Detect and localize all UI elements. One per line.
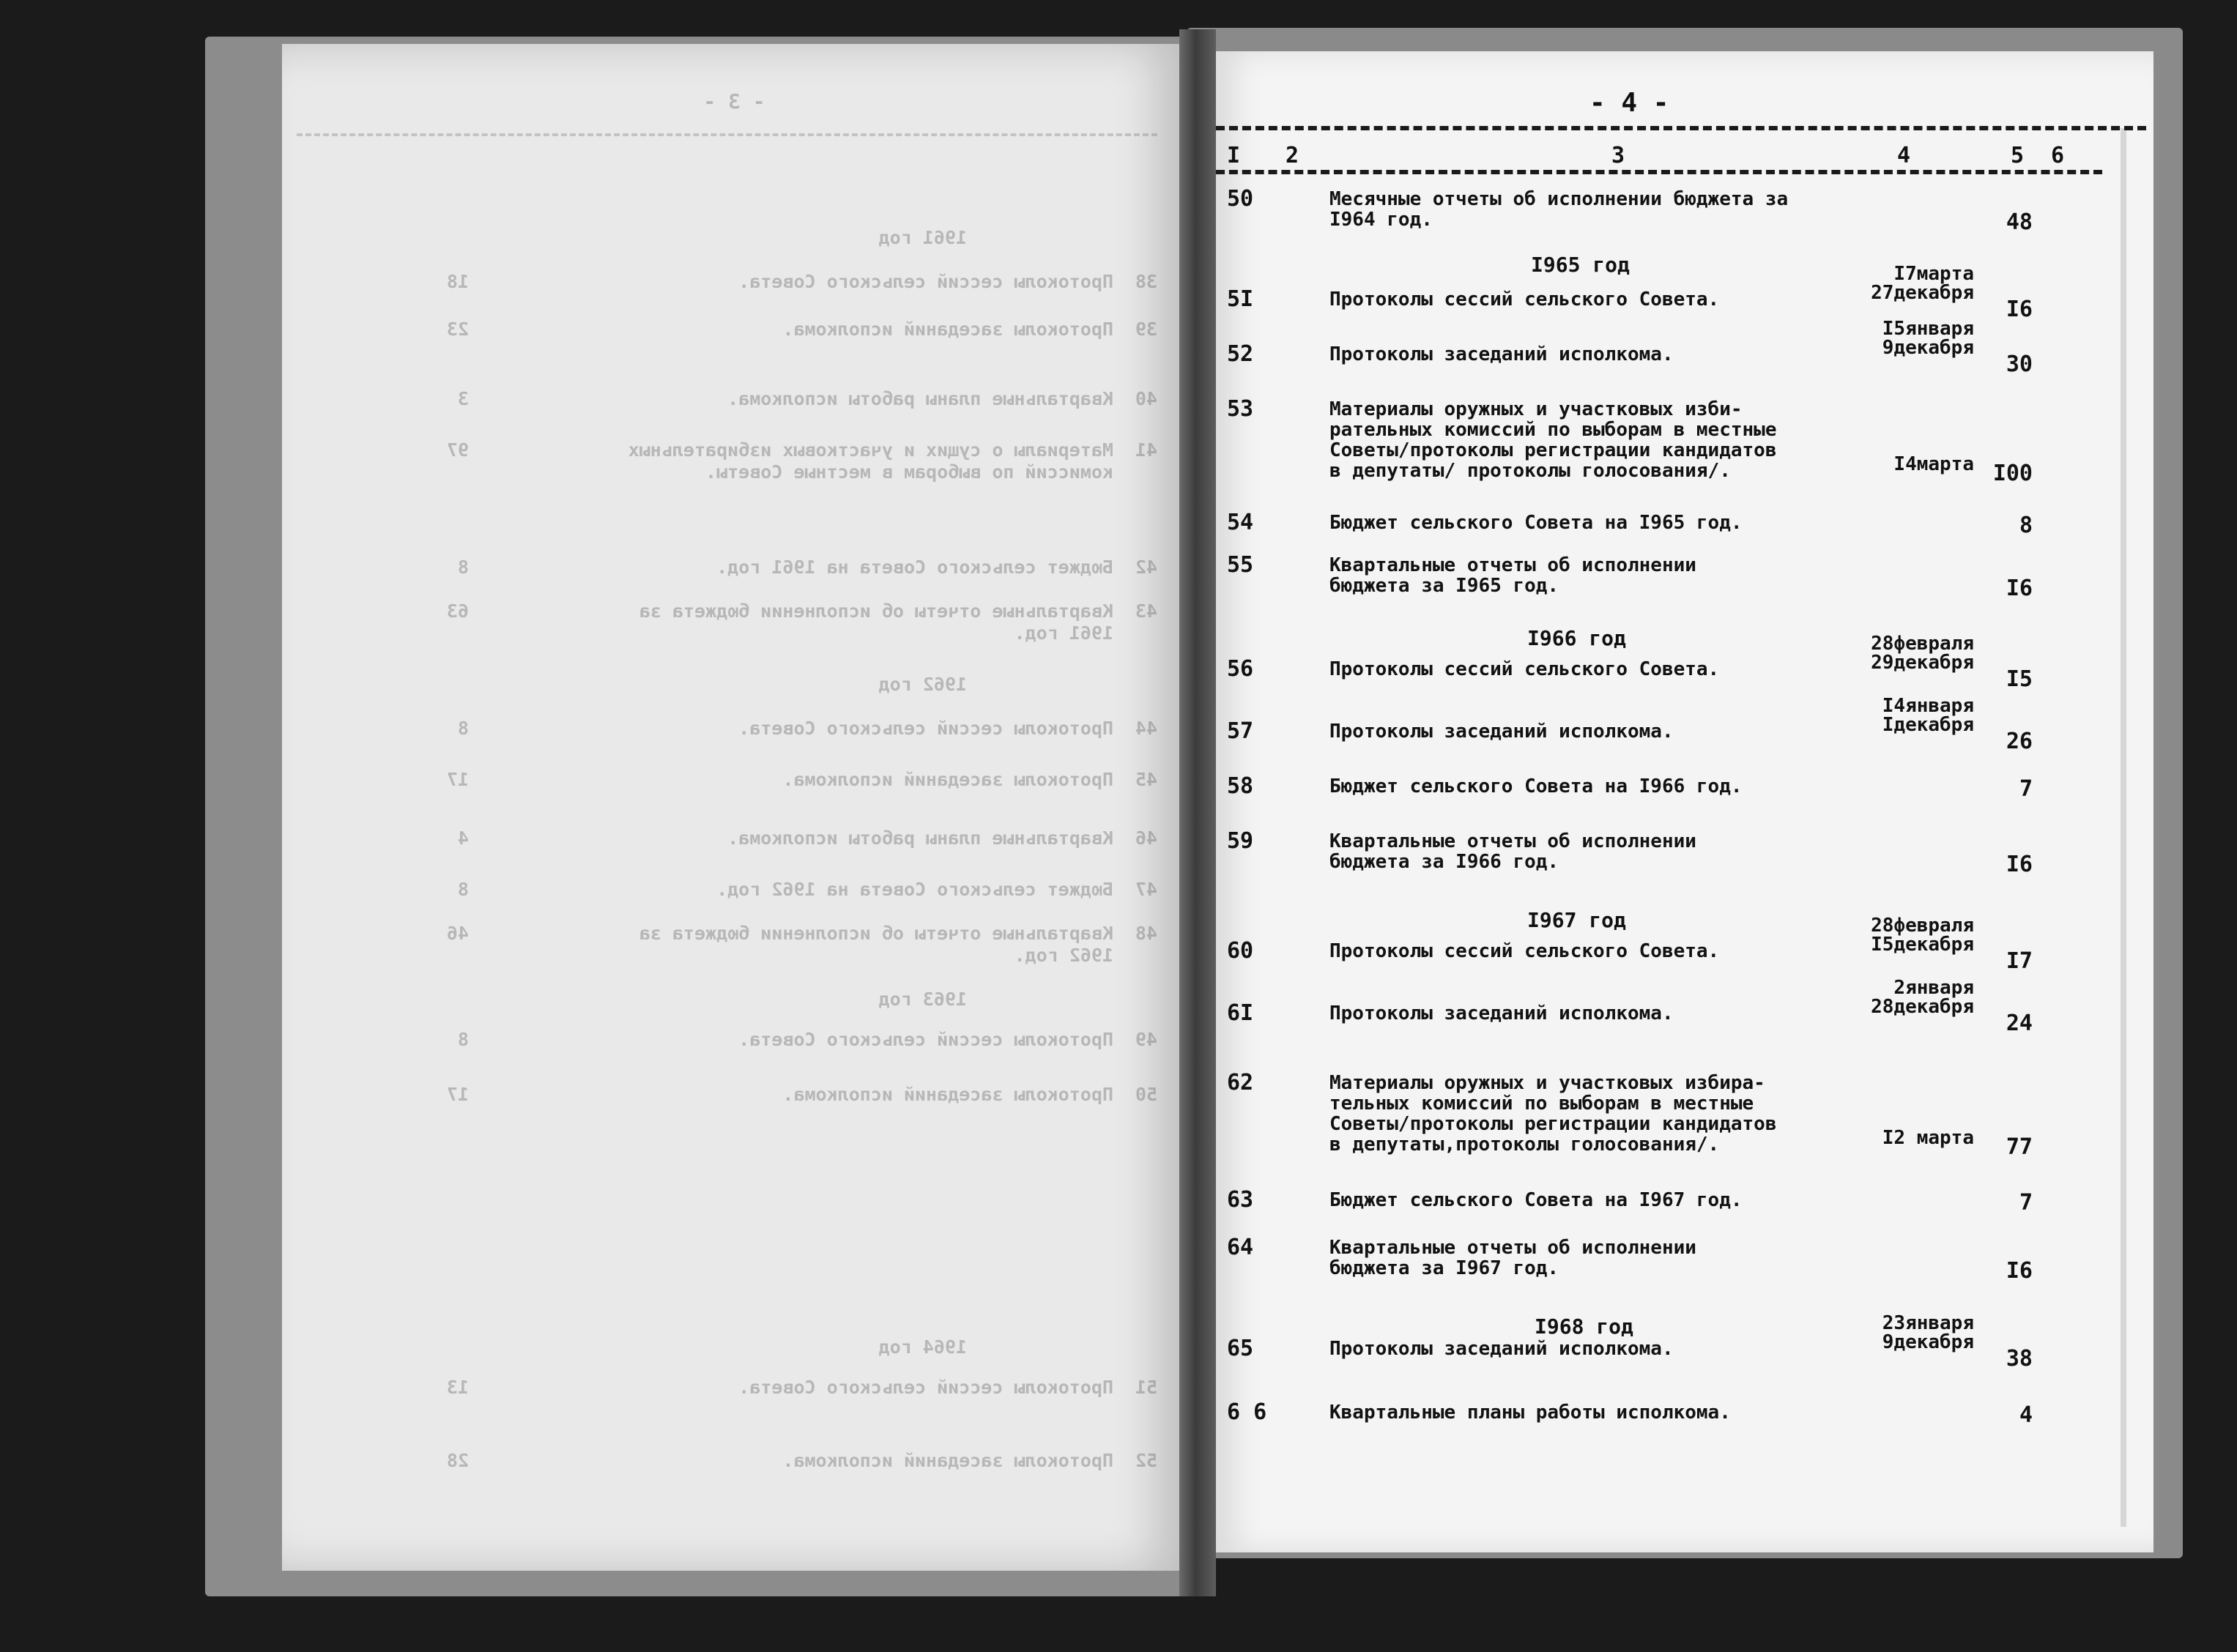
item-description: Квартальные планы работы исполкома. (1329, 1402, 1731, 1424)
item-description: Протоколы заседаний исполкома. (1329, 343, 1674, 365)
column-header: 4 (1897, 143, 1911, 168)
ghost-item-pages: 13 (446, 1377, 469, 1398)
item-page-count: 7 (2019, 776, 2033, 802)
ghost-item-pages: 8 (457, 1029, 469, 1050)
item-page-count: 8 (2019, 513, 2033, 538)
item-description: Протоколы заседаний исполкома. (1329, 1002, 1674, 1024)
ghost-item-number: 40 (1135, 388, 1157, 409)
item-number: 64 (1227, 1235, 1254, 1260)
item-number: 65 (1227, 1336, 1254, 1361)
ghost-item-number: 45 (1135, 769, 1157, 790)
ghost-year-heading: 1963 год (878, 989, 967, 1010)
item-dates: 2января 28декабря (1871, 977, 1974, 1018)
year-heading: I967 год (1527, 908, 1626, 932)
item-page-count: I6 (2006, 576, 2033, 601)
ghost-item-pages: 8 (457, 557, 469, 578)
ghost-item-number: 47 (1135, 879, 1157, 900)
ghost-item-text: Протоколы заседаний исполкома. (782, 769, 1113, 790)
column-header: 3 (1611, 143, 1625, 168)
ghost-item-number: 43 (1135, 600, 1157, 622)
ghost-item-number: 49 (1135, 1029, 1157, 1050)
item-page-count: I7 (2006, 948, 2033, 974)
item-description: Бюджет сельского Совета на I967 год. (1329, 1189, 1743, 1211)
item-number: 6I (1227, 1000, 1254, 1026)
ghost-item-number: 52 (1135, 1450, 1157, 1471)
item-page-count: I5 (2006, 666, 2033, 692)
ghost-item-pages: 97 (446, 439, 469, 461)
item-page-count: I6 (2006, 297, 2033, 322)
item-dates: I2 марта (1882, 1127, 1974, 1149)
item-page-count: 30 (2006, 351, 2033, 377)
item-dates: I5января 9декабря (1882, 318, 1974, 359)
ghost-item-text: Материалы о сущих и участковых избирательных комиссий по выборам в местные Советы. (628, 439, 1113, 483)
item-number: 59 (1227, 828, 1254, 854)
ghost-item-text: Протоколы сессий сельского Совета. (738, 271, 1113, 292)
ghost-item-number: 38 (1135, 271, 1157, 292)
item-number: 50 (1227, 186, 1254, 212)
year-heading: I965 год (1531, 253, 1630, 277)
header-rule-bottom (1216, 170, 2102, 174)
item-number: 52 (1227, 341, 1254, 367)
ghost-item-pages: 3 (457, 388, 469, 409)
ghost-item-number: 48 (1135, 923, 1157, 944)
item-description: Квартальные отчеты об исполнении бюджета за I967 год. (1329, 1237, 1696, 1279)
item-page-count: 77 (2006, 1134, 2033, 1160)
ghost-item-pages: 63 (446, 600, 469, 622)
item-description: Материалы оружных и участковых избира- тельных комиссий по выборам в местные Советы/протоколы регистрации кандидатов в депутаты,протоколы голосования/. (1329, 1072, 1777, 1156)
item-description: Протоколы заседаний исполкома. (1329, 721, 1674, 743)
ghost-item-text: Квартальные отчеты об исполнении бюджета за 1961 год. (639, 600, 1113, 644)
ghost-item-text: Протоколы сессий сельского Совета. (738, 1029, 1113, 1050)
ghost-item-pages: 18 (446, 271, 469, 292)
item-page-count: 24 (2006, 1011, 2033, 1036)
item-page-count: I6 (2006, 852, 2033, 877)
page-number: - 4 - (1589, 88, 1669, 118)
ghost-item-number: 46 (1135, 827, 1157, 849)
item-dates: I4марта (1893, 453, 1974, 475)
column-header: 2 (1286, 143, 1299, 168)
item-description: Квартальные отчеты об исполнении бюджета за I965 год. (1329, 554, 1696, 597)
ghost-year-heading: 1964 год (878, 1336, 967, 1358)
item-page-count: 4 (2019, 1402, 2033, 1428)
item-page-count: 38 (2006, 1346, 2033, 1372)
item-number: 57 (1227, 718, 1254, 744)
ghost-item-number: 50 (1135, 1084, 1157, 1105)
item-description: Протоколы сессий сельского Совета. (1329, 940, 1720, 962)
ghost-item-text: Протоколы сессий сельского Совета. (738, 718, 1113, 739)
item-description: Бюджет сельского Совета на I966 год. (1329, 775, 1743, 797)
ghost-item-pages: 17 (446, 769, 469, 790)
year-heading: I966 год (1527, 626, 1626, 650)
header-rule-top (1216, 126, 2146, 130)
item-dates: 28февраля I5декабря (1871, 915, 1974, 956)
ghost-item-text: Протоколы заседаний исполкома. (782, 1450, 1113, 1471)
ghost-item-pages: 8 (457, 718, 469, 739)
ghost-item-number: 42 (1135, 557, 1157, 578)
page-edge (2121, 128, 2126, 1527)
ghost-item-number: 39 (1135, 319, 1157, 340)
item-dates: 28февраля 29декабря (1871, 633, 1974, 674)
item-number: 60 (1227, 938, 1254, 964)
item-number: 54 (1227, 510, 1254, 535)
item-description: Месячные отчеты об исполнении бюджета за I964 год. (1329, 188, 1789, 231)
ghost-item-pages: 46 (446, 923, 469, 944)
item-page-count: 48 (2006, 209, 2033, 235)
item-dates: 23января 9декабря (1882, 1312, 1974, 1353)
ghost-item-pages: 4 (457, 827, 469, 849)
item-page-count: I6 (2006, 1258, 2033, 1284)
item-description: Протоколы сессий сельского Совета. (1329, 658, 1720, 680)
item-dates: I4января Iдекабря (1882, 695, 1974, 736)
column-header: 5 (2011, 143, 2025, 168)
item-description: Материалы оружных и участковых изби- рательных комиссий по выборам в местные Советы/протоколы регистрации кандидатов в депутаты/ протоколы голосования/. (1329, 398, 1777, 482)
left-page-ghost-text (282, 44, 1187, 1571)
item-description: Бюджет сельского Совета на I965 год. (1329, 512, 1743, 534)
ghost-item-pages: 28 (446, 1450, 469, 1471)
ghost-item-number: 41 (1135, 439, 1157, 461)
item-page-count: I00 (1992, 461, 2033, 486)
ghost-item-number: 51 (1135, 1377, 1157, 1398)
item-number: 62 (1227, 1070, 1254, 1095)
ghost-item-text: Квартальные отчеты об исполнении бюджета за 1962 год. (639, 923, 1113, 966)
item-number: 63 (1227, 1187, 1254, 1213)
year-heading: I968 год (1535, 1314, 1633, 1339)
ghost-item-pages: 17 (446, 1084, 469, 1105)
ghost-item-text: Бюджет сельского Совета на 1961 год. (716, 557, 1113, 578)
item-number: 55 (1227, 552, 1254, 578)
item-description: Протоколы сессий сельского Совета. (1329, 289, 1720, 310)
ghost-year-heading: 1961 год (878, 227, 967, 248)
item-number: 53 (1227, 396, 1254, 422)
ghost-item-text: Квартальные планы работы исполкома. (727, 827, 1113, 849)
ghost-item-number: 44 (1135, 718, 1157, 739)
item-number: 5I (1227, 286, 1254, 312)
ghost-year-heading: 1962 год (878, 674, 967, 695)
item-dates: I7марта 27декабря (1871, 263, 1974, 304)
ghost-item-text: Бюджет сельского Совета на 1962 год. (716, 879, 1113, 900)
ghost-item-text: Протоколы заседаний исполкома. (782, 1084, 1113, 1105)
column-header: I (1227, 143, 1241, 168)
item-description: Протоколы заседаний исполкома. (1329, 1338, 1674, 1360)
ghost-item-text: Квартальные планы работы исполкома. (727, 388, 1113, 409)
ghost-item-text: Протоколы сессий сельского Совета. (738, 1377, 1113, 1398)
item-number: 56 (1227, 656, 1254, 682)
item-page-count: 26 (2006, 729, 2033, 754)
ghost-item-pages: 8 (457, 879, 469, 900)
item-number: 6 6 (1227, 1399, 1267, 1425)
right-page (1212, 51, 2153, 1552)
item-page-count: 7 (2019, 1190, 2033, 1216)
column-header: 6 (2051, 143, 2065, 168)
item-number: 58 (1227, 773, 1254, 799)
ghost-item-pages: 23 (446, 319, 469, 340)
ghost-header-rule (297, 133, 1157, 136)
item-description: Квартальные отчеты об исполнении бюджета за I966 год. (1329, 830, 1696, 873)
ghost-page-number: - 3 - (703, 89, 765, 114)
ghost-item-text: Протоколы заседаний исполкома. (782, 319, 1113, 340)
